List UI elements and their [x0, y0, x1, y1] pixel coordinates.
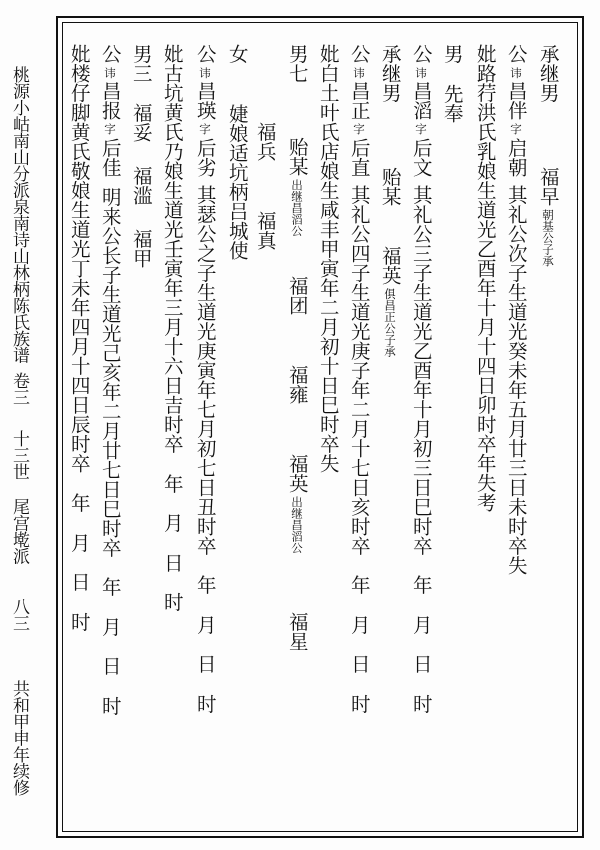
record-text: 年	[67, 493, 91, 513]
volume-label: 卷三	[9, 372, 29, 405]
record-column	[96, 44, 124, 715]
record-column	[314, 44, 342, 473]
record-text: 时	[67, 611, 91, 631]
record-text: 承继男	[536, 44, 560, 103]
record-column	[158, 44, 186, 612]
record-column	[376, 44, 404, 360]
record-text: 福真	[253, 211, 277, 250]
record-text: 昌报	[98, 81, 122, 120]
record-text: 日	[409, 654, 433, 674]
annotation-text: 讳	[352, 66, 367, 78]
record-column	[251, 44, 279, 250]
annotation-text: 朝基公子承	[541, 208, 556, 266]
record-text: 公	[98, 44, 122, 64]
record-text: 明来公长子生道光己亥年二月廿七日巳时卒	[98, 186, 122, 557]
record-text: 妣路荇洪氏乳娘生道光乙酉年十月十四日卯时卒年失考	[473, 44, 497, 512]
record-column	[438, 44, 466, 123]
record-text: 公	[504, 44, 528, 64]
record-text: 日	[193, 654, 217, 674]
record-text: 启朝	[504, 137, 528, 177]
record-text: 时	[98, 695, 122, 715]
record-text: 婕娘适坑柄吕城使	[225, 103, 249, 260]
record-text: 公	[347, 44, 371, 64]
record-column	[502, 44, 530, 575]
record-text: 月	[67, 532, 91, 552]
annotation-text: 出继昌滔公	[290, 179, 305, 237]
record-text: 贻某	[285, 137, 309, 176]
record-text: 后劣	[193, 137, 217, 177]
record-text: 妣楼仔脚黄氏敬娘生道光丁未年四月十四日辰时卒	[67, 44, 91, 473]
branch-label: 尾宫墘派	[9, 498, 29, 564]
record-text: 福英	[285, 453, 309, 493]
record-column	[223, 44, 251, 260]
record-text: 年	[193, 575, 217, 595]
record-column	[345, 44, 373, 713]
page-number: 八三	[9, 598, 29, 631]
annotation-text: 字	[352, 123, 367, 135]
book-title: 桃源小岵南山分派泉南诗山林柄陈氏族谱	[9, 66, 29, 363]
record-text: 月	[409, 614, 433, 634]
record-text: 福兵	[253, 122, 277, 161]
record-text: 福妥	[129, 103, 153, 142]
record-column	[191, 44, 219, 713]
record-column	[65, 44, 93, 631]
record-text: 后佳	[98, 137, 122, 177]
generation-label: 十三世	[9, 430, 29, 480]
record-text: 福滥	[129, 166, 153, 205]
record-text: 男三	[129, 44, 153, 83]
record-text: 年	[160, 473, 184, 493]
record-text: 其礼公次子生道光癸未年五月廿三日未时卒失	[504, 184, 528, 575]
record-text: 福星	[285, 612, 309, 651]
record-text: 妣白土叶氏店娘生咸丰甲寅年二月初十日巳时卒失	[316, 44, 340, 473]
edition-label: 共和甲申年续修	[9, 680, 29, 796]
record-text: 昌滔	[409, 81, 433, 120]
annotation-text: 讳	[509, 66, 524, 78]
record-text: 公	[409, 44, 433, 64]
record-column	[127, 44, 155, 268]
record-text: 日	[67, 572, 91, 592]
record-text: 后直	[347, 137, 371, 177]
record-text: 福团	[285, 275, 309, 315]
record-text: 其礼公三子生道光乙酉年十月初三日巳时卒	[409, 184, 433, 555]
record-text: 月	[160, 513, 184, 533]
record-text: 月	[193, 614, 217, 634]
record-text: 月	[347, 614, 371, 634]
record-text: 贻某	[378, 166, 402, 206]
annotation-text: 讳	[198, 66, 213, 78]
record-text: 妣古坑黄氏乃娘生道光壬寅年三月十六日吉时卒	[160, 44, 184, 454]
annotation-text: 字	[198, 123, 213, 135]
record-text: 女	[225, 44, 249, 64]
record-text: 福英	[378, 245, 402, 285]
record-text: 昌瑛	[193, 81, 217, 120]
record-text: 公	[193, 44, 217, 64]
annotation-text: 俱昌正公子承	[383, 287, 398, 357]
record-text: 男七	[285, 44, 309, 83]
record-text: 承继男	[378, 44, 402, 103]
record-text: 后文	[409, 137, 433, 177]
record-column	[283, 44, 311, 651]
record-text: 时	[193, 693, 217, 713]
record-column	[534, 44, 562, 269]
annotation-text: 讳	[103, 66, 118, 78]
record-text: 年	[347, 575, 371, 595]
record-column	[407, 44, 435, 713]
record-text: 时	[409, 693, 433, 713]
record-text: 年	[98, 577, 122, 597]
annotation-text: 字	[509, 123, 524, 135]
annotation-text: 出继昌滔公	[290, 495, 305, 553]
record-text: 男	[440, 44, 464, 64]
record-text: 昌正	[347, 81, 371, 120]
record-text: 先奉	[440, 83, 464, 123]
annotation-text: 讳	[414, 66, 429, 78]
record-text: 月	[98, 616, 122, 636]
annotation-text: 字	[103, 123, 118, 135]
record-column	[471, 44, 499, 512]
record-text: 昌伴	[504, 81, 528, 120]
record-text: 其瑟公之子生道光庚寅年七月初七日丑时卒	[193, 184, 217, 555]
record-text: 福雍	[285, 364, 309, 404]
record-text: 日	[160, 552, 184, 572]
record-text: 年	[409, 575, 433, 595]
record-text: 福早	[536, 166, 560, 206]
record-text: 时	[160, 592, 184, 612]
record-text: 日	[98, 656, 122, 676]
record-text: 时	[347, 693, 371, 713]
annotation-text: 字	[414, 123, 429, 135]
record-text: 日	[347, 654, 371, 674]
record-text: 其礼公四子生道光庚子年二月十七日亥时卒	[347, 184, 371, 555]
record-text: 福甲	[129, 229, 153, 268]
